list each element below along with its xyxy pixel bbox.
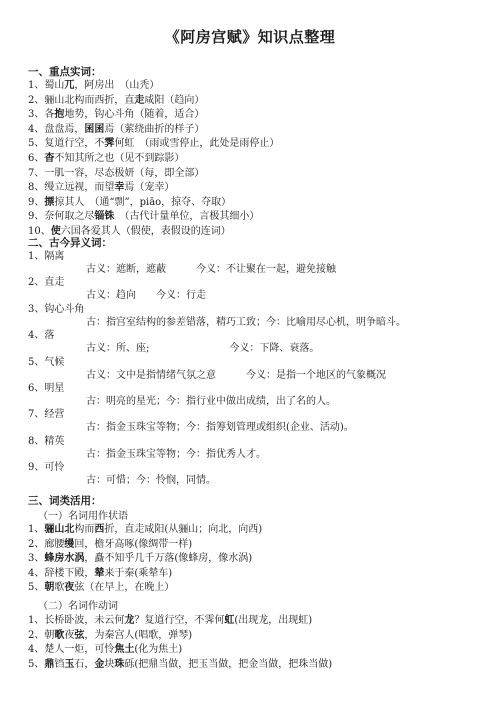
text-segment: 石，: [74, 658, 95, 670]
text-segment: 何虹 （雨或雪停止，此处是雨停止）: [114, 138, 280, 150]
text-segment: 7、一肌一容，尽态极妍（每，即全部）: [28, 167, 205, 179]
text-segment: 铛: [54, 658, 65, 670]
term-word: 8、精英: [28, 435, 65, 447]
text-segment: (出现龙，出现虹): [234, 615, 313, 626]
key-term: 金: [94, 658, 105, 670]
key-term: 弦: [74, 629, 85, 641]
key-term: 蜂房水涡: [44, 553, 85, 565]
text-segment: 1、: [28, 524, 45, 535]
document-title: 《阿房宫赋》知识点整理: [164, 28, 336, 46]
text-segment: 块: [104, 658, 115, 670]
vocab-item: [28, 153, 184, 165]
key-term: 缦: [64, 538, 75, 550]
usage-item: [28, 644, 182, 656]
text-segment: 6、: [28, 153, 45, 164]
text-segment: （古代计量单位，言极其细小）: [114, 211, 260, 223]
usage-item: [28, 553, 252, 565]
text-segment: 折，直走咸阳(从骊山；向北，向西): [104, 524, 263, 535]
text-segment: 弦（在早上，在晚上）: [74, 582, 175, 594]
text-segment: 2、骊山北构而西折，直: [28, 94, 135, 106]
section2-heading: 二、古今异义词：: [28, 237, 112, 249]
term-word: 7、经营: [28, 409, 65, 421]
term-definition: 古义：所、座; 今义：下降、衰落。: [86, 343, 320, 355]
vocab-item: [28, 138, 279, 150]
text-segment: 地势，钩心斗角（随着，适合）: [64, 109, 205, 121]
section3-sub2-heading: （二）名词作动词: [38, 601, 118, 612]
text-segment: 掠其人 （通“剽”，piāo，掠夺、夺取）: [54, 196, 232, 208]
text-segment: 3、各: [28, 109, 55, 121]
section1-heading: 一、重点实词：: [28, 66, 102, 78]
usage-item: [28, 539, 192, 551]
text-segment: 4、辞楼下殿，: [28, 567, 95, 579]
text-segment: 不知其所之也（见不到踪影）: [54, 153, 185, 164]
key-term: 使: [50, 226, 61, 237]
term-definition: 古：指宫室结构的参差错落，精巧工致；今：比喻用尽心机，明争暗斗。: [86, 316, 406, 328]
vocab-item: [28, 124, 204, 136]
section3-heading: 三、词类活用：: [28, 495, 102, 507]
text-segment: 10、: [28, 226, 51, 237]
term-word: 4、落: [28, 330, 55, 342]
text-segment: 8、缦立远视，而望: [28, 182, 115, 194]
text-segment: 焉（萦绕曲折的样子）: [104, 123, 205, 135]
text-segment: 歌: [54, 582, 65, 594]
term-definition: 古义：文中是指情绪气氛之意 今义：是指一个地区的气象概况: [86, 369, 386, 381]
text-segment: 1、长桥卧波，未云何: [28, 615, 125, 626]
term-word: 6、明星: [28, 383, 65, 394]
text-segment: 5、: [28, 658, 45, 670]
text-segment: 2、朝: [28, 629, 55, 641]
text-segment: ，阿房出 （山秃）: [74, 80, 160, 91]
key-term: 虹: [224, 615, 235, 626]
key-term: 歌: [54, 629, 65, 641]
vocab-item: [28, 211, 259, 223]
term-definition: 古：指金玉珠宝等物；今：指筹划管理或组织(企业、活动)。: [86, 422, 354, 434]
vocab-item: [28, 197, 231, 209]
term-definition: 古：指金玉珠宝等物；今：指优秀人才。: [86, 448, 266, 460]
key-term: 囷囷: [84, 123, 105, 135]
key-term: 西: [94, 524, 105, 535]
key-term: 走: [134, 94, 145, 106]
key-term: 摽: [44, 196, 55, 208]
key-term: 抱: [54, 109, 65, 121]
usage-item: [28, 568, 172, 580]
key-term: 龙: [124, 615, 135, 626]
term-definition: 古：明亮的星光；今：指行业中做出成绩，出了名的人。: [86, 396, 336, 407]
text-segment: 5、: [28, 582, 45, 594]
key-term: 玉: [64, 658, 75, 670]
key-term: 锱铢: [94, 211, 115, 223]
term-definition: 古义：趋向 今义：行走: [86, 290, 206, 302]
key-term: 珠: [114, 658, 125, 670]
term-definition: 古：可惜；今：怜悯，同情。: [86, 475, 216, 487]
text-segment: 1、蜀山: [28, 80, 65, 91]
term-word: 5、气候: [28, 356, 65, 368]
key-term: 霁: [104, 138, 115, 150]
vocab-item: [28, 168, 204, 180]
text-segment: 六国各爱其人（假使，表假设的连词）: [60, 226, 231, 237]
term-word: 1、隔离: [28, 251, 65, 262]
key-term: 骊山北: [44, 524, 75, 535]
text-segment: ？复道行空，不霁何: [134, 615, 225, 626]
term-word: 9、可怜: [28, 462, 65, 474]
vocab-item: [28, 182, 174, 194]
text-segment: ，为秦宫人(唱歌，弹琴): [84, 629, 193, 641]
key-term: 杳: [44, 153, 55, 164]
vocab-item: [28, 80, 159, 92]
key-term: 朝: [44, 582, 55, 594]
usage-item: [28, 524, 262, 536]
usage-item: [28, 615, 312, 627]
vocab-item: [28, 109, 204, 121]
term-word: 3、钩心斗角: [28, 303, 85, 315]
key-term: 幸: [114, 182, 125, 194]
text-segment: 焉（宠幸）: [124, 182, 175, 194]
text-segment: 砾(把鼎当做，把玉当做，把金当做，把珠当做): [124, 658, 333, 670]
text-segment: 夜: [64, 629, 75, 641]
usage-item: [28, 582, 174, 594]
text-segment: 2、廊腰: [28, 538, 65, 550]
key-term: 焦土: [114, 644, 135, 656]
term-word: 2、直走: [28, 277, 65, 289]
term-definition: 古义：遮断，遮蔽 今义：不让聚在一起，避免接触: [86, 264, 336, 275]
key-term: 鼎: [44, 658, 55, 670]
section3-sub1-heading: （一）名词用作状语: [38, 511, 128, 522]
key-term: 夜: [64, 582, 75, 594]
text-segment: 来于秦(乘辇车): [104, 567, 173, 579]
text-segment: 5、复道行空，不: [28, 138, 105, 150]
text-segment: 9、奈何取之尽: [28, 211, 95, 223]
text-segment: (化为焦土): [134, 644, 183, 656]
usage-item: [28, 630, 192, 642]
text-segment: 4、楚人一炬，可怜: [28, 644, 115, 656]
text-segment: 4、盘盘焉，: [28, 123, 85, 135]
text-segment: 回，檐牙高啄(像绸带一样): [74, 538, 193, 550]
key-term: 兀: [64, 80, 75, 91]
text-segment: ，矗不知乎几千万落(像蜂房，像水涡): [84, 553, 253, 565]
usage-item: [28, 659, 332, 671]
vocab-item: [28, 95, 204, 107]
text-segment: 3、: [28, 553, 45, 565]
key-term: 辇: [94, 567, 105, 579]
text-segment: 9、: [28, 196, 45, 208]
text-segment: 构而: [74, 524, 95, 535]
text-segment: 咸阳（趋向）: [144, 94, 205, 106]
